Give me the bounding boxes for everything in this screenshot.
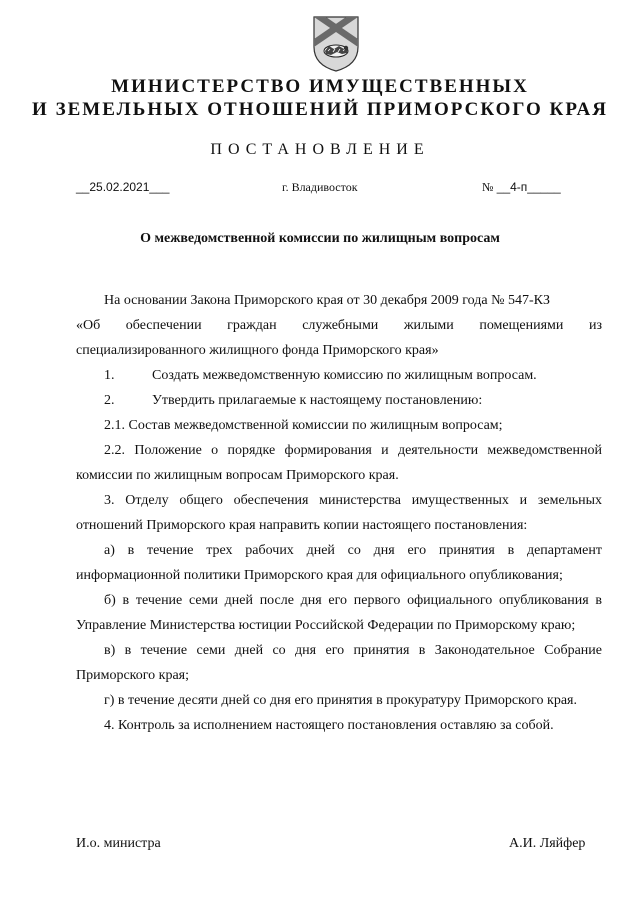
signatory-name: А.И. Ляйфер (509, 836, 586, 851)
item-3: 3. Отделу общего обеспечения министерства имущественных и земельных отношений Приморского края направить копии настоящего постановления: (76, 493, 602, 533)
preamble-line2: «Об обеспечении граждан служебными жилыми помещениями из (76, 318, 602, 333)
decree-date: __25.02.2021___ (76, 180, 170, 194)
decree-title: О межведомственной комиссии по жилищным вопросам (140, 231, 500, 246)
item-3-g: г) в течение десяти дней со дня его принятия в прокуратуру Приморского края. (104, 693, 577, 708)
item-3-b: б) в течение семи дней после дня его первого официального опубликования в Управление Министерства юстиции Российской Федерации по Приморскому краю; (76, 593, 602, 633)
signatory-position: И.о. министра (76, 836, 161, 851)
item-2-number: 2. (104, 393, 115, 408)
item-1 (76, 363, 602, 388)
item-2 (76, 388, 602, 413)
item-2-1: 2.1. Состав межведомственной комиссии по жилищным вопросам; (104, 418, 503, 433)
coat-of-arms-icon (312, 13, 360, 73)
number-sign: № (482, 180, 494, 194)
ministry-name-line1: МИНИСТЕРСТВО ИМУЩЕСТВЕННЫХ (111, 76, 529, 97)
item-3-v: в) в течение семи дней со дня его принятия в Законодательное Собрание Приморского края; (76, 643, 602, 683)
decree-number: __4-п_____ (493, 180, 561, 194)
decree-city: г. Владивосток (282, 180, 358, 194)
decree-number-block (482, 179, 561, 195)
preamble-line1: На основании Закона Приморского края от 30 декабря 2009 года № 547-КЗ (104, 293, 550, 308)
item-4: 4. Контроль за исполнением настоящего постановления оставляю за собой. (104, 718, 554, 733)
item-2-text: Утвердить прилагаемые к настоящему постановлению: (152, 393, 483, 408)
item-1-text: Создать межведомственную комиссию по жилищным вопросам. (152, 368, 537, 383)
preamble-line3: специализированного жилищного фонда Приморского края» (76, 343, 439, 358)
decree-label: ПОСТАНОВЛЕНИЕ (210, 141, 430, 158)
decree-body (76, 288, 602, 738)
item-2-2: 2.2. Положение о порядке формирования и деятельности межведомственной комиссии по жилищным вопросам Приморского края. (76, 443, 602, 483)
ministry-name-line2: И ЗЕМЕЛЬНЫХ ОТНОШЕНИЙ ПРИМОРСКОГО КРАЯ (32, 99, 608, 120)
item-1-number: 1. (104, 368, 115, 383)
item-3-a: а) в течение трех рабочих дней со дня его принятия в департамент информационной политики Приморского края для официального опубликования; (76, 543, 602, 583)
